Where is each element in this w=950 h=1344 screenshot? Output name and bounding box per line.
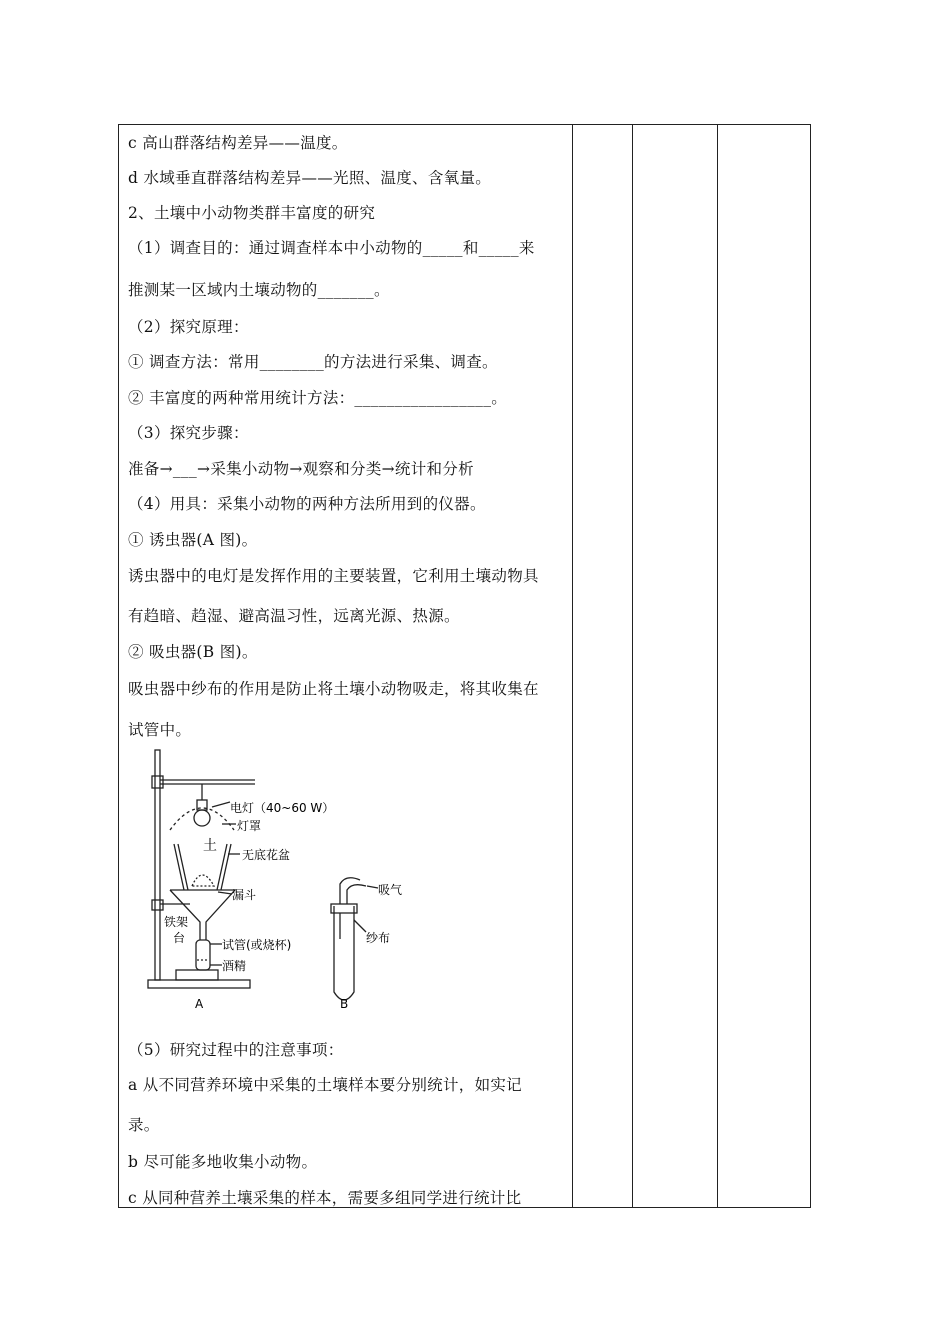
bulb <box>194 810 210 826</box>
suction-label: 吸气 <box>378 883 403 897</box>
column-divider <box>632 125 633 1207</box>
stopper <box>331 904 357 913</box>
funnel-label: 漏斗 <box>232 888 257 902</box>
text-line: （4）用具：采集小动物的两种方法所用到的仪器。 <box>128 495 486 513</box>
stand-base <box>148 980 250 988</box>
text-line: 吸虫器中纱布的作用是防止将土壤小动物吸走，将其收集在 <box>128 680 539 698</box>
text-line: 推测某一区域内土壤动物的_______。 <box>128 281 390 299</box>
lamp-label: 电灯（40~60 W） <box>230 801 335 815</box>
caption-a: A <box>195 997 204 1011</box>
section-heading: 2、土壤中小动物类群丰富度的研究 <box>128 204 376 222</box>
suction-pipe <box>340 878 360 904</box>
column-divider <box>717 125 718 1207</box>
text-line: a 从不同营养环境中采集的土壤样本要分别统计，如实记 <box>128 1076 522 1094</box>
text-line: c 高山群落结构差异——温度。 <box>128 134 348 152</box>
column-divider <box>572 125 573 1207</box>
stand-label: 铁架 <box>164 915 189 929</box>
text-line: ② 丰富度的两种常用统计方法：_________________。 <box>128 389 508 407</box>
test-tube <box>196 940 210 970</box>
gauze <box>354 920 366 932</box>
text-line: 有趋暗、趋湿、避高温习性，远离光源、热源。 <box>128 607 460 625</box>
text-line: （1）调查目的：通过调查样本中小动物的_____和_____来 <box>128 239 535 257</box>
shade-label: 灯罩 <box>237 819 262 833</box>
caption-b: B <box>340 997 349 1011</box>
text-line: （3）探究步骤： <box>128 424 249 442</box>
text-line: 准备→___→采集小动物→观察和分类→统计和分析 <box>128 460 474 478</box>
pot-label: 无底花盆 <box>242 848 291 862</box>
alcohol-label: 酒精 <box>222 959 247 973</box>
text-line: d 水域垂直群落结构差异——光照、温度、含氧量。 <box>128 169 492 187</box>
text-line: 诱虫器中的电灯是发挥作用的主要装置，它利用土壤动物具 <box>128 567 539 585</box>
text-line: （5）研究过程中的注意事项： <box>128 1041 344 1059</box>
text-line: ② 吸虫器(B 图)。 <box>128 643 258 661</box>
soil-label: 土 <box>203 838 217 854</box>
stand-rod <box>155 750 160 980</box>
text-line: ① 调查方法：常用________的方法进行采集、调查。 <box>128 353 498 371</box>
text-line: （2）探究原理： <box>128 318 249 336</box>
soil <box>192 875 214 886</box>
text-line: 录。 <box>128 1116 160 1134</box>
platform <box>176 970 218 980</box>
text-line: b 尽可能多地收集小动物。 <box>128 1153 318 1171</box>
stand-label-2: 台 <box>173 931 186 945</box>
text-line: c 从同种营养土壤采集的样本，需要多组同学进行统计比 <box>128 1189 522 1207</box>
text-line: 试管中。 <box>128 721 192 739</box>
collection-apparatus-figure <box>140 744 440 1019</box>
lamp-shade <box>170 808 234 830</box>
suction-tube <box>334 906 354 1000</box>
text-line: ① 诱虫器(A 图)。 <box>128 531 258 549</box>
gauze-label: 纱布 <box>366 931 391 945</box>
clamp <box>152 776 163 788</box>
tube-label: 试管(或烧杯) <box>222 938 292 952</box>
